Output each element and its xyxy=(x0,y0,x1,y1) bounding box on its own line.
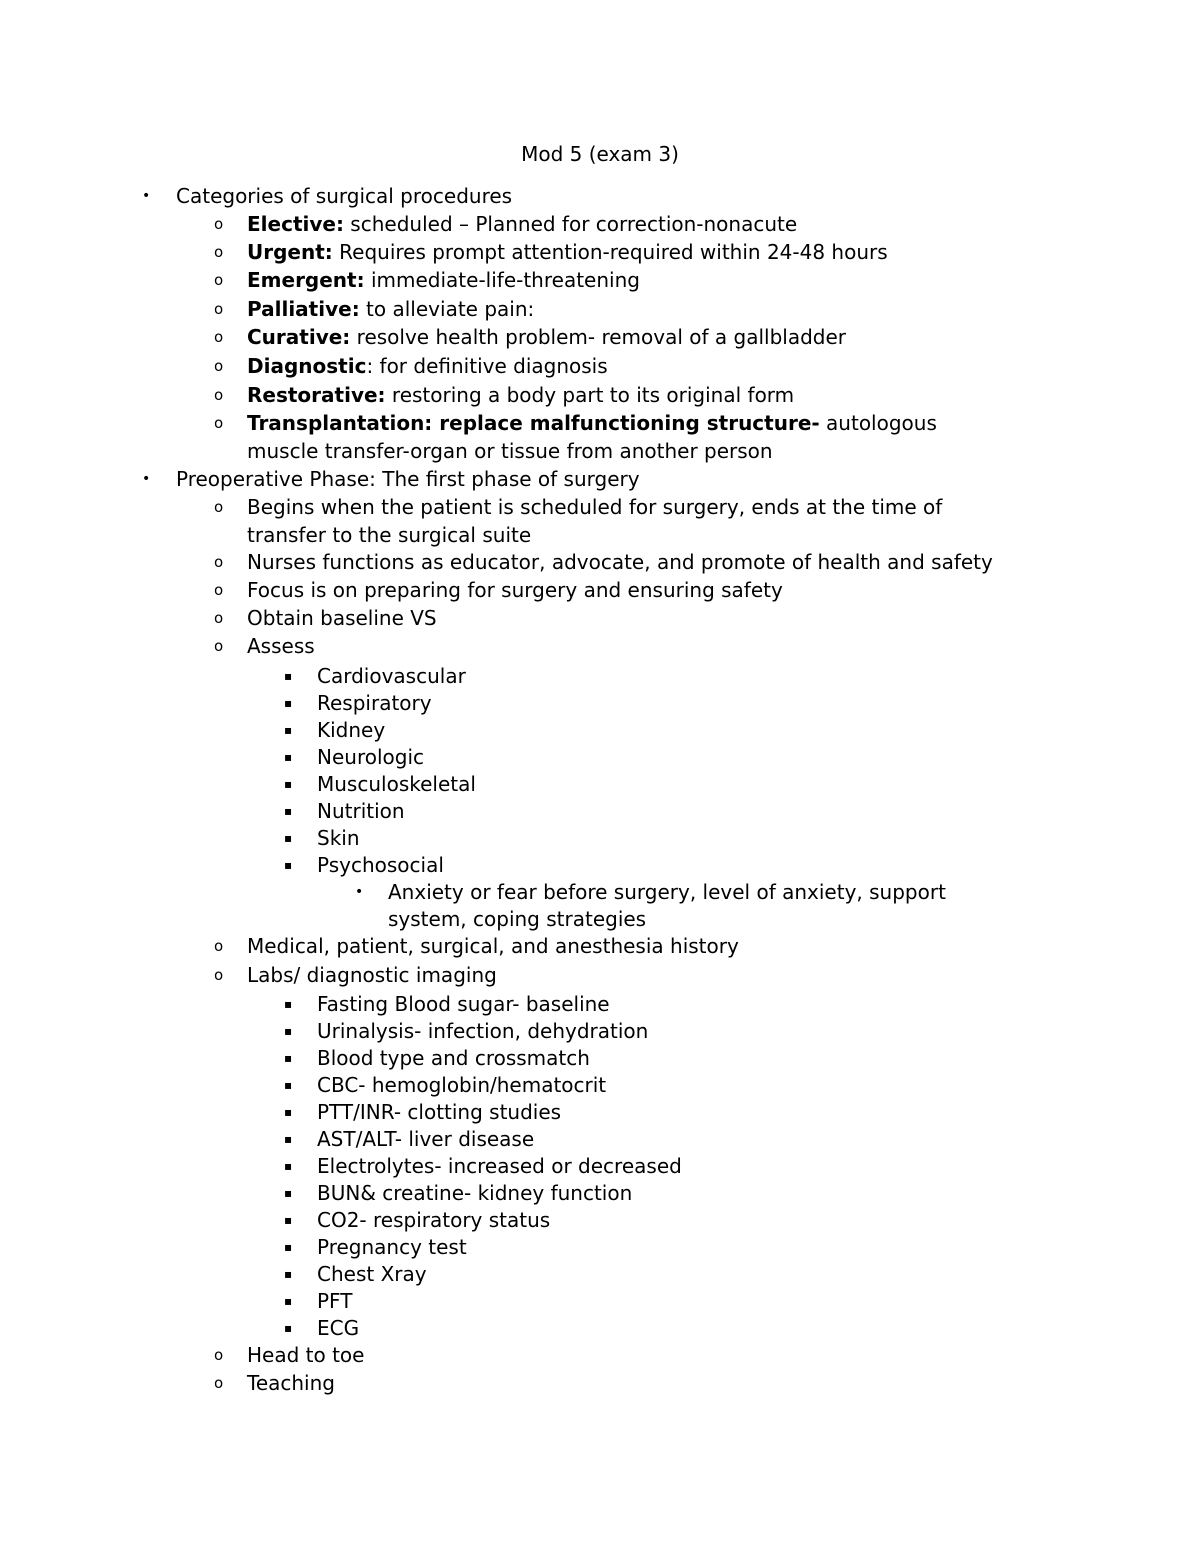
bullet-icon: ▪ xyxy=(284,997,293,1011)
list-item-continuation: muscle transfer-organ or tissue from another person xyxy=(247,439,773,463)
list-item: ▪ Musculoskeletal xyxy=(284,772,476,796)
list-item: o Medical, patient, surgical, and anesthesia history xyxy=(214,934,739,958)
list-item: ▪ PFT xyxy=(284,1289,353,1313)
bullet-icon: o xyxy=(214,328,224,346)
list-item: ▪ Cardiovascular xyxy=(284,664,466,688)
bullet-icon: • xyxy=(142,188,151,204)
bullet-icon: o xyxy=(214,581,224,599)
bullet-icon: o xyxy=(214,937,224,955)
list-item xyxy=(214,352,608,380)
term: Curative: xyxy=(247,325,351,349)
list-item: ▪ Blood type and crossmatch xyxy=(284,1046,590,1070)
bullet-icon: o xyxy=(214,609,224,627)
list-item xyxy=(214,266,640,294)
bullet-icon: o xyxy=(214,553,224,571)
list-item xyxy=(214,210,798,238)
bullet-icon: o xyxy=(214,498,224,516)
list-item-continuation: system, coping strategies xyxy=(388,907,647,931)
section-heading: Preoperative Phase: The first phase of surgery xyxy=(176,467,640,491)
list-item: o Begins when the patient is scheduled for surgery, ends at the time of xyxy=(214,495,943,519)
list-item: ▪ ECG xyxy=(284,1316,360,1340)
bullet-icon: o xyxy=(214,637,224,655)
term: Transplantation: replace malfunctioning structure- xyxy=(247,411,820,435)
list-item xyxy=(214,381,795,409)
list-item xyxy=(214,238,888,266)
bullet-icon: o xyxy=(214,243,224,261)
section-heading: Categories of surgical procedures xyxy=(176,184,513,208)
bullet-icon: ▪ xyxy=(284,1051,293,1065)
list-item xyxy=(214,409,937,437)
list-item: ▪ Electrolytes- increased or decreased xyxy=(284,1154,682,1178)
list-item xyxy=(142,182,513,210)
term: Diagnostic xyxy=(247,354,367,378)
list-item: ▪ Fasting Blood sugar- baseline xyxy=(284,992,610,1016)
list-item: ▪ CO2- respiratory status xyxy=(284,1208,551,1232)
list-item: ▪ PTT/INR- clotting studies xyxy=(284,1100,562,1124)
bullet-icon: o xyxy=(214,414,224,432)
bullet-icon: o xyxy=(214,386,224,404)
list-item: • Anxiety or fear before surgery, level of anxiety, support xyxy=(355,880,946,904)
bullet-icon: ▪ xyxy=(284,1078,293,1092)
term: Restorative: xyxy=(247,383,386,407)
bullet-icon: o xyxy=(214,215,224,233)
definition: immediate-life-threatening xyxy=(364,268,640,292)
list-item xyxy=(142,465,640,493)
list-item: o Labs/ diagnostic imaging xyxy=(214,963,497,987)
term: Elective: xyxy=(247,212,344,236)
term: Emergent: xyxy=(247,268,365,292)
list-item: ▪ Respiratory xyxy=(284,691,432,715)
bullet-icon: ▪ xyxy=(284,1321,293,1335)
definition: resolve health problem- removal of a gallbladder xyxy=(350,325,846,349)
definition: Requires prompt attention-required within 24-48 hours xyxy=(332,240,888,264)
list-item: o Obtain baseline VS xyxy=(214,606,437,630)
bullet-icon: ▪ xyxy=(284,831,293,845)
bullet-icon: ▪ xyxy=(284,1213,293,1227)
bullet-icon: ▪ xyxy=(284,1105,293,1119)
list-item: ▪ Urinalysis- infection, dehydration xyxy=(284,1019,649,1043)
bullet-icon: ▪ xyxy=(284,777,293,791)
list-item: ▪ Skin xyxy=(284,826,360,850)
bullet-icon: o xyxy=(214,966,224,984)
bullet-icon: ▪ xyxy=(284,1024,293,1038)
list-item: ▪ Neurologic xyxy=(284,745,425,769)
definition: to alleviate pain: xyxy=(359,297,535,321)
definition: autologous xyxy=(819,411,937,435)
list-item: o Focus is on preparing for surgery and ensuring safety xyxy=(214,578,783,602)
bullet-icon: o xyxy=(214,1374,224,1392)
bullet-icon: ▪ xyxy=(284,723,293,737)
list-item: o Teaching xyxy=(214,1371,335,1395)
bullet-icon: ▪ xyxy=(284,804,293,818)
bullet-icon: o xyxy=(214,357,224,375)
page-title: Mod 5 (exam 3) xyxy=(521,142,679,166)
list-item xyxy=(214,295,535,323)
list-item: o Nurses functions as educator, advocate, and promote of health and safety xyxy=(214,550,993,574)
list-item-continuation: transfer to the surgical suite xyxy=(247,523,532,547)
term: Urgent: xyxy=(247,240,333,264)
definition: restoring a body part to its original form xyxy=(385,383,795,407)
list-item: ▪ BUN& creatine- kidney function xyxy=(284,1181,633,1205)
bullet-icon: ▪ xyxy=(284,750,293,764)
bullet-icon: o xyxy=(214,1346,224,1364)
list-item: ▪ CBC- hemoglobin/hematocrit xyxy=(284,1073,607,1097)
bullet-icon: o xyxy=(214,271,224,289)
list-item: ▪ Nutrition xyxy=(284,799,405,823)
bullet-icon: ▪ xyxy=(284,1132,293,1146)
term: Palliative: xyxy=(247,297,360,321)
bullet-icon: • xyxy=(355,884,364,900)
list-item: ▪ Chest Xray xyxy=(284,1262,427,1286)
bullet-icon: ▪ xyxy=(284,1294,293,1308)
list-item: o Assess xyxy=(214,634,315,658)
list-item: ▪ Psychosocial xyxy=(284,853,444,877)
bullet-icon: ▪ xyxy=(284,858,293,872)
definition: : for definitive diagnosis xyxy=(366,354,608,378)
list-item: ▪ Kidney xyxy=(284,718,386,742)
bullet-icon: ▪ xyxy=(284,669,293,683)
list-item: ▪ Pregnancy test xyxy=(284,1235,467,1259)
definition: scheduled – Planned for correction-nonacute xyxy=(343,212,798,236)
list-item xyxy=(214,323,846,351)
list-item: o Head to toe xyxy=(214,1343,365,1367)
bullet-icon: ▪ xyxy=(284,696,293,710)
bullet-icon: ▪ xyxy=(284,1186,293,1200)
list-item: ▪ AST/ALT- liver disease xyxy=(284,1127,535,1151)
bullet-icon: ▪ xyxy=(284,1159,293,1173)
bullet-icon: • xyxy=(142,471,151,487)
bullet-icon: ▪ xyxy=(284,1240,293,1254)
bullet-icon: o xyxy=(214,300,224,318)
bullet-icon: ▪ xyxy=(284,1267,293,1281)
